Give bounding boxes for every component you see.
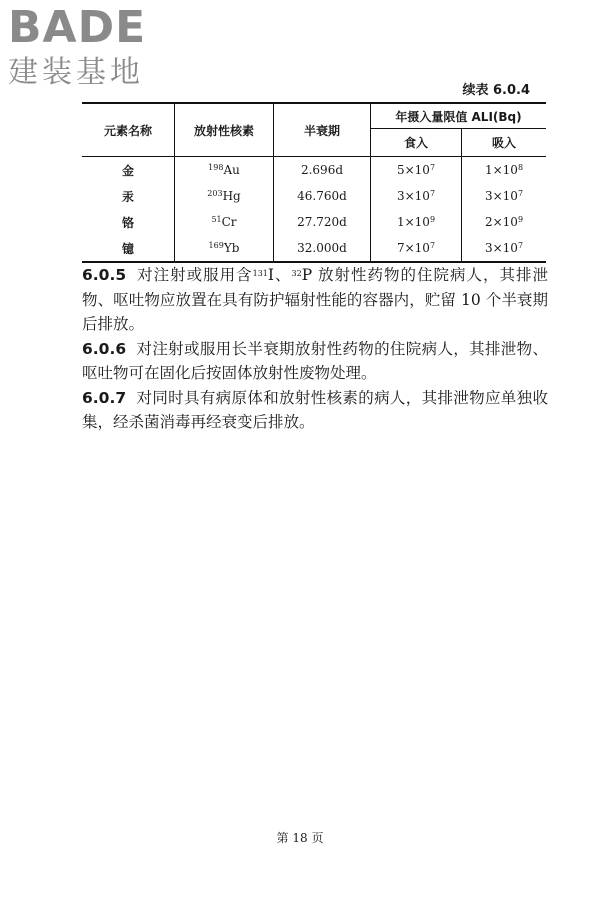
publisher-logo [8, 2, 178, 92]
cell-ingestion [371, 183, 462, 209]
cell-nuclide [175, 235, 274, 262]
clause-text-part: 对注射或服用含 [136, 266, 253, 284]
clause-text-part: I、 [267, 266, 292, 284]
isotope-mass: 32 [291, 269, 302, 278]
header-ingestion: 食入 [371, 129, 462, 157]
cell-ingestion [371, 157, 462, 184]
clause-6-0-5 [82, 262, 548, 337]
cell-half-life: 27.720d [274, 209, 371, 235]
header-ali-group: 年摄入量限值 ALI(Bq) [371, 103, 547, 129]
inhalation-exponent: 7 [517, 241, 524, 250]
cell-half-life: 32.000d [274, 235, 371, 262]
clause-body: 对注射或服用长半衰期放射性药物的住院病人，其排泄物、呕吐物可在固化后按固体放射性废物处理。 [82, 339, 548, 382]
ingestion-base: 3×10 [396, 189, 430, 203]
ingestion-exponent: 7 [429, 163, 436, 172]
logo-brand: BADE [8, 2, 147, 53]
cell-inhalation [462, 157, 547, 184]
cell-inhalation [462, 209, 547, 235]
cell-inhalation [462, 235, 547, 262]
cell-element: 镱 [121, 241, 134, 256]
cell-nuclide [175, 209, 274, 235]
inhalation-base: 2×10 [484, 215, 518, 229]
clause-number: 6.0.6 [82, 339, 127, 358]
table-caption: 续表 6.0.4 [462, 83, 530, 98]
element-symbol: Cr [221, 215, 237, 229]
ingestion-base: 7×10 [396, 241, 430, 255]
cell-inhalation [462, 183, 547, 209]
inhalation-exponent: 7 [517, 189, 524, 198]
page-number: 第 18 页 [276, 831, 324, 845]
inhalation-exponent: 8 [517, 163, 524, 172]
ingestion-exponent: 7 [429, 241, 436, 250]
header-half-life: 半衰期 [274, 103, 371, 157]
cell-half-life: 2.696d [274, 157, 371, 184]
header-nuclide: 放射性核素 [175, 103, 274, 157]
clause-text [82, 262, 548, 435]
table-row [82, 157, 546, 184]
cell-element: 铬 [121, 215, 134, 230]
ali-table [82, 102, 546, 263]
inhalation-exponent: 9 [517, 215, 524, 224]
cell-ingestion [371, 209, 462, 235]
isotope-mass: 131 [252, 269, 268, 278]
ingestion-exponent: 9 [429, 215, 436, 224]
clause-text-part: P 放射性药物的住院病人，其排泄物、呕吐物应放置在具有防护辐射性能的容器内，贮留 10 个半衰期后排放。 [82, 266, 548, 333]
inhalation-base: 3×10 [484, 189, 518, 203]
ingestion-exponent: 7 [429, 189, 436, 198]
cell-nuclide [175, 183, 274, 209]
element-symbol: Au [223, 163, 240, 177]
inhalation-base: 3×10 [484, 241, 518, 255]
clause-6-0-6 [82, 337, 548, 386]
header-inhalation: 吸入 [462, 129, 547, 157]
clause-6-0-7 [82, 386, 548, 435]
cell-ingestion [371, 235, 462, 262]
ingestion-base: 1×10 [396, 215, 430, 229]
clause-number: 6.0.5 [82, 266, 127, 284]
mass-number: 169 [208, 241, 224, 250]
cell-element: 汞 [121, 189, 134, 204]
mass-number: 198 [208, 163, 224, 172]
mass-number: 203 [207, 189, 223, 198]
table-row [82, 209, 546, 235]
cell-nuclide [175, 157, 274, 184]
element-symbol: Hg [222, 189, 241, 203]
clause-body: 对同时具有病原体和放射性核素的病人，其排泄物应单独收集，经杀菌消毒再经衰变后排放。 [82, 388, 548, 431]
cell-element: 金 [121, 163, 134, 178]
logo-subtitle: 建装基地 [8, 55, 144, 90]
cell-half-life: 46.760d [274, 183, 371, 209]
inhalation-base: 1×10 [484, 163, 518, 177]
table-row [82, 183, 546, 209]
element-symbol: Yb [223, 241, 240, 255]
mass-number: 51 [211, 215, 222, 224]
table-row [82, 235, 546, 262]
ingestion-base: 5×10 [396, 163, 430, 177]
header-element: 元素名称 [82, 103, 175, 157]
clause-number: 6.0.7 [82, 388, 127, 407]
